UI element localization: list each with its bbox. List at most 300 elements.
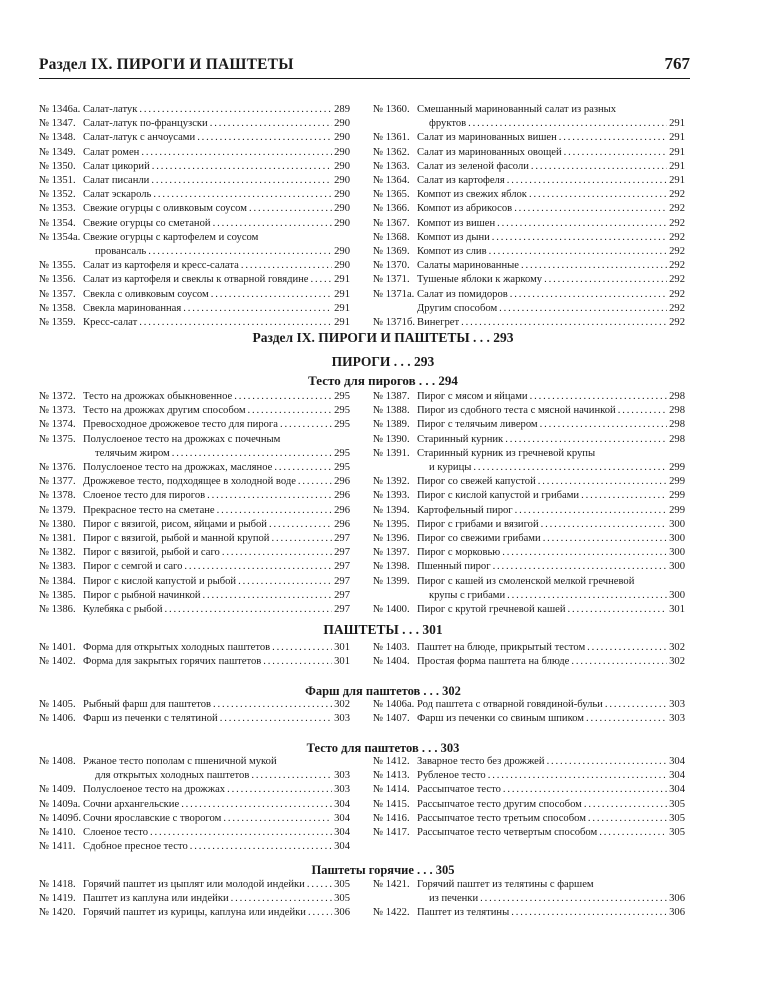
dot-leader [473,461,667,475]
index-entry [39,217,350,231]
index-entry [39,174,350,188]
dot-leader [272,641,332,655]
index-column [373,641,685,669]
recipe-number: № 1361. [373,132,410,144]
page-ref: 291 [334,274,350,286]
index-entry [373,131,685,145]
recipe-title: Рассыпчатое тесто третьим способом [417,812,586,824]
recipe-title: Смешанный маринованный салат из разных [417,104,617,115]
recipe-title: Салат из помидоров [417,288,508,300]
index-entry [373,188,685,202]
dot-leader [271,532,332,546]
index-column [373,878,685,921]
index-column [39,641,350,669]
index-column [39,103,350,330]
recipe-number: № 1346а. [39,104,81,115]
dot-leader [307,878,332,892]
page-ref: 297 [334,533,350,545]
dot-leader [543,532,667,546]
index-entry [39,316,350,330]
dot-leader [497,217,667,231]
header-rule [39,78,690,79]
page-number: 767 [664,54,690,73]
recipe-number: № 1392. [373,476,410,488]
dot-leader [181,798,332,812]
index-entry [39,755,350,783]
recipe-title: Пирог со свежими грибами [417,533,541,545]
recipe-number: № 1354а. [39,231,81,243]
recipe-number: № 1386. [39,604,76,616]
index-column [373,755,685,840]
recipe-title: Рубленое тесто [417,770,486,782]
dot-leader [223,812,332,826]
recipe-number: № 1371б. [373,317,415,329]
page-ref: 296 [334,490,350,502]
dot-leader [499,302,667,316]
recipe-number: № 1371а. [373,288,415,300]
index-entry [373,489,685,503]
index-entry [39,117,350,131]
index-entry [39,546,350,560]
index-entry [39,798,350,812]
page-ref: 305 [669,812,685,824]
dot-leader [251,769,332,783]
page-ref: 300 [669,518,685,530]
subheading-testo-pirog: Тесто для пирогов . . . 294 [308,373,458,388]
index-entry [373,603,685,617]
index-entry [39,712,350,726]
dot-leader [234,390,332,404]
index-entry-line [373,461,685,475]
dot-leader [564,146,667,160]
recipe-title-continued: для открытых холодных паштетов [95,770,250,782]
index-entry-line [39,433,350,447]
recipe-title-continued: фруктов [429,118,467,130]
recipe-title: Свежие огурцы с картофелем и соусом [83,231,259,243]
recipe-title: Тесто на дрожжах обыкновенное [83,391,233,402]
recipe-title: Свекла с оливковым соусом [83,288,209,300]
dot-leader [618,404,667,418]
dot-leader [141,146,332,160]
dot-leader [571,655,667,669]
recipe-title: Форма для открытых холодных паштетов [83,642,271,653]
page-ref: 301 [334,642,350,653]
recipe-title: Пирог из сдобного теста с мясной начинкой [417,405,616,417]
index-entry [39,603,350,617]
page-ref: 304 [669,756,685,767]
index-entry [373,404,685,418]
index-entry [373,447,685,475]
recipe-title: Пирог со свежей капустой [417,476,536,488]
index-entry [39,783,350,797]
index-entry [39,404,350,418]
index-entry [39,575,350,589]
recipe-title: Простая форма паштета на блюде [417,656,570,668]
index-entry [39,461,350,475]
index-entry [39,504,350,518]
dot-leader [238,575,332,589]
recipe-title: Форма для закрытых горячих паштетов [83,656,262,668]
page-ref: 292 [669,231,685,243]
page-ref: 292 [669,203,685,215]
dot-leader [139,103,332,117]
recipe-number: № 1381. [39,533,76,545]
dot-leader [507,174,667,188]
recipe-number: № 1354. [39,217,76,229]
index-entry [373,906,685,920]
page-ref: 300 [669,533,685,545]
recipe-title: Другим способом [417,302,498,314]
recipe-title: Салат-латук по-французски [83,118,208,130]
dot-leader [241,259,332,273]
dot-leader [150,826,332,840]
recipe-title: Фарш из печенки с телятиной [83,713,218,725]
page-ref: 304 [334,841,350,853]
recipe-title: Салат эскароль [83,189,152,201]
index-entry [373,798,685,812]
dot-leader [249,202,332,216]
recipe-title: Салат из зеленой фасоли [417,160,529,172]
recipe-title: Паштет на блюде, прикрытый тестом [417,642,586,653]
recipe-number: № 1387. [373,391,410,402]
recipe-number: № 1409б. [39,812,81,824]
index-entry [373,160,685,174]
index-entry-line [39,231,350,245]
recipe-number: № 1409. [39,784,76,796]
dot-leader [581,489,667,503]
recipe-number: № 1410. [39,827,76,839]
dot-leader [274,461,332,475]
index-entry [373,532,685,546]
index-entry-line [373,447,685,461]
dot-leader [510,288,667,302]
page-ref: 302 [334,699,350,710]
index-entry [39,259,350,273]
dot-leader [220,712,332,726]
dot-leader [222,546,332,560]
running-header [39,56,690,78]
recipe-title: Компот из абрикосов [417,203,513,215]
dot-leader [298,475,332,489]
page-ref: 291 [334,302,350,314]
recipe-title: Сдобное пресное тесто [83,841,188,853]
page-ref: 292 [669,189,685,201]
dot-leader [263,655,332,669]
recipe-title: Винегрет [417,317,460,329]
index-entry [39,418,350,432]
recipe-number: № 1384. [39,575,76,587]
page-ref: 302 [669,642,685,653]
recipe-title: Салат-латук с анчоусами [83,132,196,144]
index-entry [39,698,350,712]
dot-leader [541,518,667,532]
index-entry [373,755,685,769]
dot-leader [599,826,667,840]
page-ref: 290 [334,175,350,187]
section-heading: Раздел IX. ПИРОГИ И ПАШТЕТЫ . . . 293 [252,330,514,345]
recipe-number: № 1368. [373,231,410,243]
index-entry [39,878,350,892]
recipe-number: № 1357. [39,288,76,300]
page-ref: 290 [334,146,350,158]
recipe-number: № 1402. [39,656,76,668]
page-ref: 292 [669,260,685,272]
dot-leader [203,589,332,603]
index-entry-line [373,878,685,892]
page-ref: 292 [669,274,685,286]
page-ref: 303 [669,699,685,710]
recipe-number: № 1407. [373,713,410,725]
dot-leader [213,217,332,231]
recipe-number: № 1347. [39,118,76,130]
dot-leader [529,188,667,202]
recipe-title: Пирог с морковью [417,547,501,559]
page-ref: 306 [334,907,350,919]
page-ref: 300 [669,589,685,601]
recipe-number: № 1358. [39,302,76,314]
dot-leader [587,641,667,655]
recipe-number: № 1380. [39,518,76,530]
index-entry [39,273,350,287]
dot-leader [493,560,667,574]
index-entry [39,489,350,503]
page-ref: 304 [669,784,685,796]
page-ref: 304 [334,812,350,824]
index-entry [39,131,350,145]
recipe-number: № 1399. [373,575,410,587]
recipe-number: № 1394. [373,504,410,516]
index-entry-line [373,575,685,589]
page-ref: 292 [669,217,685,229]
recipe-title: Рассыпчатое тесто [417,784,501,796]
recipe-title: Салат ромен [83,146,140,158]
recipe-title: Салат-латук [83,104,138,115]
dot-leader [207,489,332,503]
index-entry-line [39,755,350,769]
recipe-title: Пирог с крутой гречневой кашей [417,604,566,616]
page-ref: 298 [669,391,685,402]
dot-leader [521,259,667,273]
dot-leader [231,892,332,906]
recipe-title: Паштет из каплуна или индейки [83,893,229,905]
index-entry [373,273,685,287]
subheading-goryachie: Паштеты горячие . . . 305 [311,863,455,877]
page-ref: 291 [669,146,685,158]
recipe-number: № 1378. [39,490,76,502]
dot-leader [269,518,332,532]
index-entry-line [373,117,685,131]
index-column [39,755,350,854]
page-ref: 290 [334,132,350,144]
dot-leader [530,390,667,404]
recipe-title: Заварное тесто без дрожжей [417,756,545,767]
dot-leader [217,504,332,518]
page-ref: 296 [334,504,350,516]
dot-leader [151,174,332,188]
index-entry [373,698,685,712]
index-entry [373,202,685,216]
index-column [373,390,685,617]
page-ref: 291 [669,132,685,144]
recipe-number: № 1415. [373,798,410,810]
recipe-title: Рыбный фарш для паштетов [83,699,212,710]
dot-leader [489,245,667,259]
recipe-title: Пирог с мясом и яйцами [417,391,528,402]
recipe-number: № 1409а. [39,798,81,810]
recipe-title: Пирог с вязигой, рисом, яйцами и рыбой [83,518,267,530]
index-entry [39,840,350,854]
recipe-number: № 1403. [373,642,410,653]
dot-leader [568,603,667,617]
dot-leader [139,316,332,330]
recipe-number: № 1355. [39,260,76,272]
recipe-title: Горячий паштет из курицы, каплуна или индейки [83,907,306,919]
recipe-title: Пшенный пирог [417,561,491,573]
recipe-number: № 1366. [373,203,410,215]
dot-leader [515,504,667,518]
dot-leader [461,316,667,330]
recipe-number: № 1405. [39,699,76,710]
recipe-number: № 1389. [373,419,410,431]
recipe-number: № 1372. [39,391,76,402]
page-ref: 304 [334,827,350,839]
index-entry [39,475,350,489]
dot-leader [586,712,667,726]
index-entry [39,433,350,461]
index-column [39,698,350,726]
recipe-title: Салат писанли [83,175,150,187]
dot-leader [502,546,667,560]
index-entry [39,390,350,404]
subheading-testo-pasht: Тесто для паштетов . . . 303 [306,741,460,755]
index-entry [373,769,685,783]
recipe-number: № 1411. [39,841,76,853]
recipe-number: № 1379. [39,504,76,516]
index-entry [373,504,685,518]
recipe-title: Сочни ярославские с творогом [83,812,222,824]
recipe-title-continued: телячьим жиром [95,447,170,459]
recipe-number: № 1421. [373,879,410,890]
index-entry [39,188,350,202]
dot-leader [184,560,332,574]
recipe-title: Кресс-салат [83,317,138,329]
index-entry [373,575,685,603]
index-entry-line [373,892,685,906]
recipe-number: № 1363. [373,160,410,172]
page-ref: 292 [669,317,685,329]
recipe-number: № 1369. [373,246,410,258]
page-ref: 292 [669,302,685,314]
page-ref: 301 [334,656,350,668]
index-entry [39,146,350,160]
page-ref: 291 [334,288,350,300]
page-ref: 297 [334,561,350,573]
recipe-number: № 1374. [39,419,76,431]
recipe-title: Горячий паштет из цыплят или молодой индейки [83,879,305,890]
recipe-title-continued: провансаль [95,246,147,258]
recipe-title: Салат из картофеля и кресс-салата [83,260,239,272]
recipe-number: № 1413. [373,770,410,782]
index-entry [373,390,685,404]
recipe-title: Тушеные яблоки к жаркому [417,274,543,286]
index-entry [39,812,350,826]
index-entry [39,906,350,920]
subheading-farsh: Фарш для паштетов . . . 302 [305,684,461,698]
recipe-title: Ржаное тесто пополам с пшеничной мукой [83,756,277,767]
recipe-number: № 1398. [373,561,410,573]
recipe-number: № 1406. [39,713,76,725]
index-entry [373,259,685,273]
index-entry [373,826,685,840]
recipe-number: № 1401. [39,642,76,653]
index-entry [39,202,350,216]
dot-leader [213,698,332,712]
page-ref: 299 [669,490,685,502]
index-entry [39,160,350,174]
recipe-title: Старинный курник [417,433,504,445]
index-entry [373,316,685,330]
page-ref: 297 [334,547,350,559]
dot-leader [227,783,332,797]
index-entry [373,103,685,131]
recipe-title: Тесто на дрожжах другим способом [83,405,246,417]
dot-leader [311,273,333,287]
recipe-title-continued: из печенки [429,893,479,905]
index-entry [373,783,685,797]
recipe-number: № 1397. [373,547,410,559]
page-ref: 292 [669,288,685,300]
recipe-number: № 1390. [373,433,410,445]
dot-leader [280,418,332,432]
page-ref: 305 [669,798,685,810]
recipe-number: № 1388. [373,405,410,417]
recipe-title: Компот из дыни [417,231,490,243]
index-entry [39,103,350,117]
page-ref: 290 [334,118,350,130]
page-ref: 303 [334,770,350,782]
dot-leader [605,698,667,712]
dot-leader [492,231,667,245]
index-entry [373,174,685,188]
index-entry-line [39,447,350,461]
recipe-number: № 1375. [39,433,76,445]
index-entry [373,146,685,160]
index-entry [373,302,685,316]
recipe-title: Салаты маринованные [417,260,519,272]
index-entry [373,475,685,489]
page-ref: 298 [669,405,685,417]
recipe-title: Пирог с кислой капустой и грибами [417,490,580,502]
page-ref: 290 [334,246,350,258]
recipe-number: № 1385. [39,589,76,601]
page-ref: 305 [334,879,350,890]
recipe-number: № 1371. [373,274,410,286]
index-entry [39,892,350,906]
index-entry [373,433,685,447]
recipe-title: Свежие огурцы со сметаной [83,217,211,229]
index-entry [39,518,350,532]
recipe-title: Старинный курник из гречневой крупы [417,447,596,459]
page-ref: 295 [334,405,350,417]
page-ref: 295 [334,462,350,474]
recipe-title: Горячий паштет из телятины с фаршем [417,879,594,890]
recipe-title: Картофельный пирог [417,504,513,516]
index-entry [373,418,685,432]
index-entry [373,878,685,906]
index-entry [373,655,685,669]
index-column [373,698,685,726]
index-entry [373,245,685,259]
